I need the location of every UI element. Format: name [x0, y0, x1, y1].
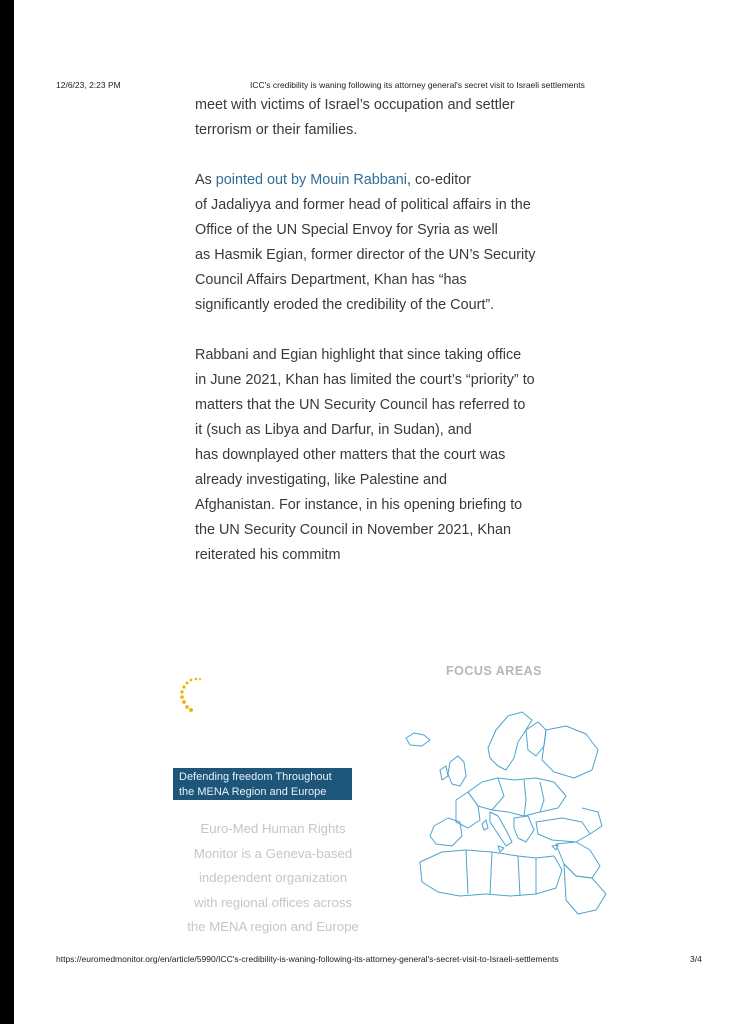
mission-badge	[173, 768, 352, 800]
corner-mark: ·	[658, 56, 660, 62]
article-line: already investigating, like Palestine and	[195, 472, 447, 488]
article-line: the UN Security Council in November 2021, Khan	[195, 522, 511, 538]
article-line: Afghanistan. For instance, in his opening briefing to	[195, 497, 523, 513]
description-line: Euro-Med Human Rights	[200, 821, 346, 836]
focus-areas-heading: FOCUS AREAS	[446, 664, 543, 678]
printed-page	[14, 0, 732, 1024]
article-line: meet with victims of Israel’s occupation and settler	[195, 97, 515, 113]
print-footer-url: https://euromedmonitor.org/en/article/5990/ICC's-credibility-is-waning-following-its-attorney-general's-secret-visit-to-Israeli-settlements	[56, 954, 559, 964]
article-line: significantly eroded the credibility of the Court”.	[195, 297, 495, 313]
badge-line: the MENA Region and Europe	[179, 786, 327, 798]
loading-spinner-icon	[172, 672, 212, 722]
description-line: independent organization	[198, 870, 348, 885]
print-footer-page-number: 3/4	[690, 954, 702, 964]
description-line: the MENA region and Europe	[187, 919, 359, 934]
article-text: As	[195, 172, 216, 188]
article-line: as Hasmik Egian, former director of the UN’s Security	[195, 247, 536, 263]
article-line: Rabbani and Egian highlight that since taking office	[195, 347, 522, 363]
article-line: it (such as Libya and Darfur, in Sudan), and	[195, 422, 472, 438]
article-line: terrorism or their families.	[195, 122, 358, 138]
article-line: Council Affairs Department, Khan has “has	[195, 272, 467, 288]
article-line: reiterated his commitm	[195, 547, 341, 563]
print-header-title: ICC's credibility is waning following its attorney general's secret visit to Israeli settlements	[250, 80, 585, 90]
rabbani-link[interactable]: pointed out by Mouin Rabbani	[215, 172, 408, 188]
article-text: , co-editor	[407, 172, 472, 188]
article-line: matters that the UN Security Council has referred to	[195, 397, 526, 413]
badge-line: Defending freedom Throughout	[179, 771, 332, 783]
article-line: has downplayed other matters that the court was	[195, 447, 506, 463]
article-body	[195, 93, 585, 568]
description-line: Monitor is a Geneva-based	[193, 845, 353, 861]
europe-mena-map-icon[interactable]	[386, 700, 616, 925]
print-header-datetime: 12/6/23, 2:23 PM	[56, 80, 121, 90]
article-line: of Jadaliyya and former head of political affairs in the	[195, 197, 531, 213]
article-line: in June 2021, Khan has limited the court’s “priority” to	[195, 372, 535, 388]
article-line	[195, 168, 585, 193]
article-line: Office of the UN Special Envoy for Syria as well	[195, 222, 498, 238]
organization-description	[152, 817, 394, 940]
description-line: with regional offices across	[193, 894, 353, 910]
